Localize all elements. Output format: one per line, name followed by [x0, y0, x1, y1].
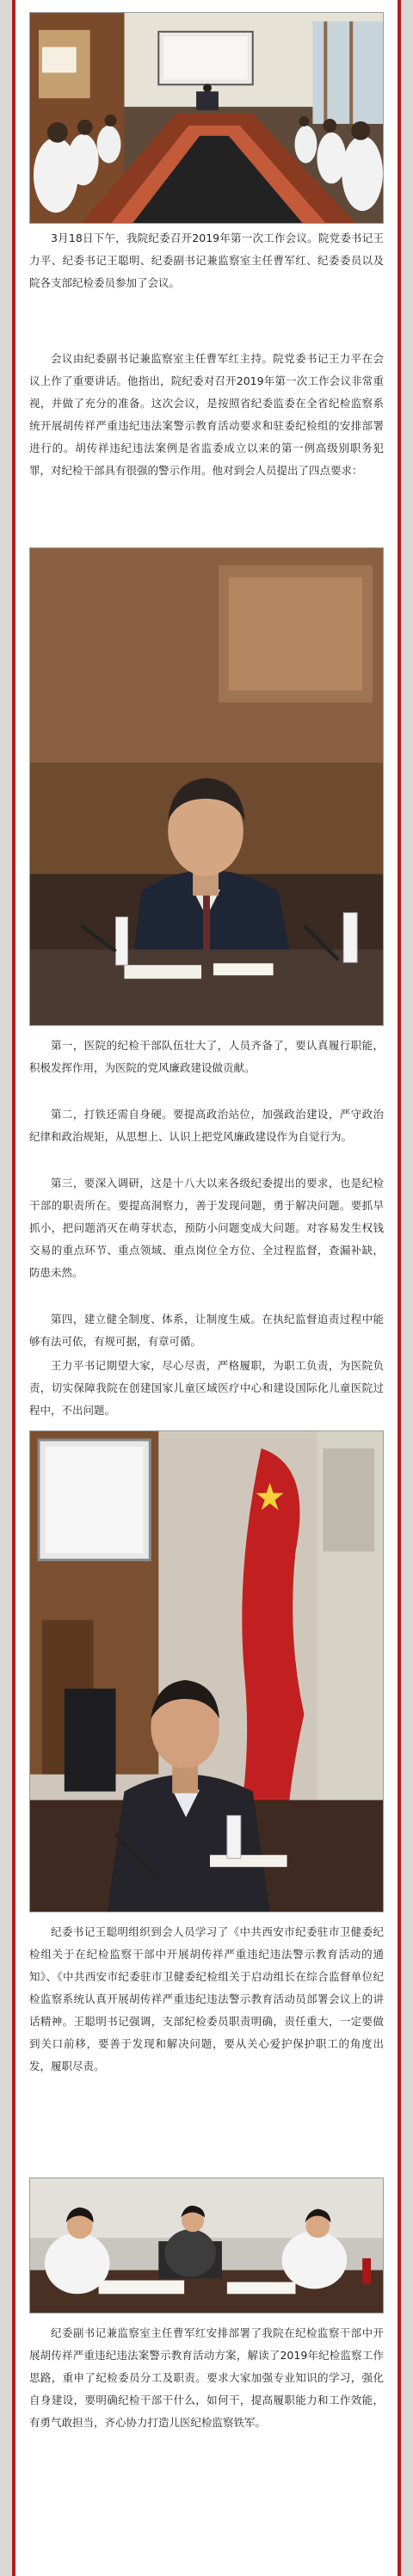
hope-block: [29, 1355, 384, 1422]
cao-summary-paragraph: 纪委副书记兼监察室主任曹军红安排部署了我院在纪检监察干部中开展胡传祥严重违纪违法案警示教育活动方案，解读了2019年纪检监察工作思路，重申了纪检委员分工及职责。要求大家加强专业知识的学习，强化自身建设，要明确纪检干部干什么，如何干，提高履职能力和工作效能，有勇气敢担当，齐心协力打造儿医纪检监察铁军。: [29, 2326, 384, 2429]
requirement-three-paragraph: 第三，要深入调研，这是十八大以来各级纪委提出的要求，也是纪检干部的职责所在。要提高洞察力，善于发现问题，勇于解决问题。要抓早抓小，把问题消灭在萌芽状态，预防小问题变成大问题。对容易发生权钱交易的重点环节、重点领域、重点岗位全方位、全过程监督，查漏补缺，防患未然。: [29, 1177, 384, 1279]
requirement-two-paragraph: 第二，打铁还需自身硬。要提高政治站位，加强政治建设，严守政治纪律和政治规矩，从思想上、认识上把党风廉政建设作为自觉行为。: [29, 1108, 384, 1143]
requirement-one-paragraph: 第一，医院的纪检干部队伍壮大了，人员齐备了，要认真履行职能，积极发挥作用，为医院的党风廉政建设做贡献。: [29, 1039, 384, 1074]
req2-block: [29, 1103, 384, 1171]
hope-paragraph: 王力平书记期望大家，尽心尽责，严格履职，为职工负责，为医院负责，切实保障我院在创建国家儿童区域医疗中心和建设国际化儿童医院过程中，不出问题。: [29, 1359, 384, 1417]
req4-block: [29, 1308, 384, 1353]
meeting-room-photo: [29, 12, 384, 224]
requirement-four-paragraph: 第四，建立健全制度、体系，让制度生威。在执纪监督追责过程中能够有法可依，有规可据，有章可循。: [29, 1313, 384, 1348]
discipline-secretary-photo: [29, 1430, 384, 1912]
wang-speech-paragraph: 纪委书记王聪明组织到会人员学习了《中共西安市纪委驻市卫健委纪检组关于在纪检监察干部中开展胡传祥严重违纪违法警示教育活动的通知》、《中共西安市纪委驻市卫健委纪检组关于启动组长在综合监督单位纪检监察系统认真开展胡传祥严重违纪违法警示教育活动员部署会议上的讲话精神。王聪明书记强调，支部纪检委员职责明确，责任重大，一定要做到关口前移，要善于发现和解决问题，要从关心爱护保护职工的角度出发，履职尽责。: [29, 1925, 384, 2073]
meeting-summary-paragraph: 会议由纪委副书记兼监察室主任曹军红主持。院党委书记王力平在会议上作了重要讲话。他指出，院纪委对召开2019年第一次工作会议非常重视，并做了充分的准备。这次会议，是按照省纪委监委在全省纪检监察系统开展胡传祥严重违纪违法案警示教育活动要求和驻委纪检组的安排部署进行的。胡传祥违纪违法案例是省监委成立以来的第一例高级别职务犯罪，对纪检干部具有很强的警示作用。他对到会人员提出了四点要求：: [29, 352, 384, 477]
wang-speech-block: [29, 1921, 384, 2167]
req3-block: [29, 1172, 384, 1307]
intro-paragraph: 3月18日下午，我院纪委召开2019年第一次工作会议。院党委书记王力平、纪委书记王聪明、纪委副书记兼监察室主任曹军红、纪委委员以及院各支部纪检委员参加了会议。: [29, 232, 384, 289]
intro-block: [29, 227, 384, 310]
article-page: [12, 0, 401, 2576]
committee-members-photo: [29, 2178, 384, 2313]
cao-summary-block: [29, 2322, 384, 2568]
secretary-speech-photo: [29, 547, 384, 1026]
summary-block: [29, 348, 384, 539]
req1-block: [29, 1035, 384, 1102]
